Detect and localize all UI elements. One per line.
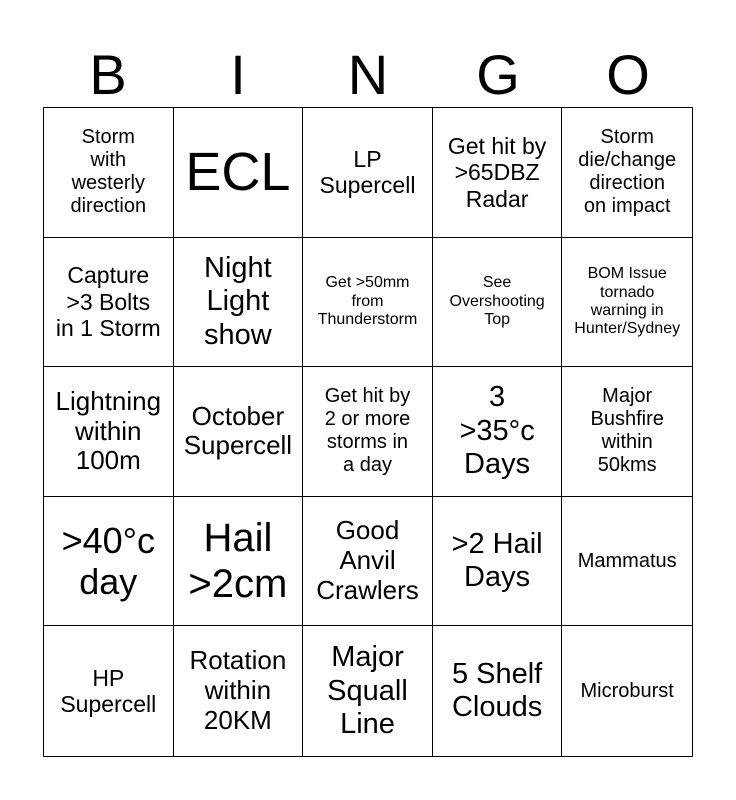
- bingo-cell-i5[interactable]: [174, 626, 304, 756]
- bingo-cell-o5[interactable]: [562, 626, 692, 756]
- bingo-cell-n5[interactable]: [303, 626, 433, 756]
- header-letter-b: B: [89, 43, 127, 106]
- cell-text: HP Supercell: [60, 664, 157, 718]
- bingo-cell-o1[interactable]: [562, 108, 692, 238]
- cell-text: LP Supercell: [319, 145, 416, 199]
- bingo-header: [43, 44, 693, 106]
- cell-text: Capture >3 Bolts in 1 Storm: [55, 262, 161, 342]
- cell-text: Lightning within 100m: [55, 385, 162, 476]
- bingo-cell-n2[interactable]: [303, 238, 433, 368]
- cell-text: See Overshooting Top: [449, 274, 545, 329]
- cell-text: Storm with westerly direction: [70, 126, 147, 218]
- bingo-cell-g4[interactable]: [433, 497, 563, 627]
- bingo-cell-g3[interactable]: [433, 367, 563, 497]
- cell-text: >2 Hail Days: [451, 527, 543, 594]
- bingo-cell-i3[interactable]: [174, 367, 304, 497]
- cell-text: Microburst: [580, 679, 674, 702]
- bingo-cell-i2[interactable]: [174, 238, 304, 368]
- bingo-cell-g2[interactable]: [433, 238, 563, 368]
- cell-text: 3 >35°c Days: [459, 381, 535, 481]
- bingo-cell-b3[interactable]: [44, 367, 174, 497]
- cell-text: Get hit by 2 or more storms in a day: [324, 385, 411, 477]
- header-letter-o: O: [606, 43, 650, 106]
- cell-text: Storm die/change direction on impact: [578, 126, 677, 218]
- bingo-cell-n3[interactable]: [303, 367, 433, 497]
- header-letter-n: N: [347, 43, 389, 106]
- bingo-cell-i1[interactable]: [174, 108, 304, 238]
- bingo-cell-b2[interactable]: [44, 238, 174, 368]
- cell-text: Get >50mm from Thunderstorm: [317, 274, 418, 329]
- header-letter-g: G: [476, 43, 520, 106]
- bingo-cell-g5[interactable]: [433, 626, 563, 756]
- cell-text: BOM Issue tornado warning in Hunter/Sydney: [574, 265, 681, 338]
- bingo-cell-b5[interactable]: [44, 626, 174, 756]
- bingo-cell-n1[interactable]: [303, 108, 433, 238]
- bingo-cell-i4[interactable]: [174, 497, 304, 627]
- cell-text: Night Light show: [204, 251, 272, 351]
- cell-text: ECL: [185, 142, 291, 203]
- cell-text: Mammatus: [577, 549, 677, 572]
- cell-text: >40°c day: [61, 519, 156, 603]
- cell-text: 5 Shelf Clouds: [451, 657, 543, 724]
- header-letter-i: I: [230, 43, 246, 106]
- bingo-cell-n4[interactable]: [303, 497, 433, 627]
- bingo-cell-o2[interactable]: [562, 238, 692, 368]
- bingo-board: [43, 107, 693, 757]
- bingo-cell-b1[interactable]: [44, 108, 174, 238]
- cell-text: Get hit by >65DBZ Radar: [447, 132, 547, 212]
- cell-text: Good Anvil Crawlers: [316, 515, 419, 606]
- cell-text: Rotation within 20KM: [189, 645, 287, 736]
- bingo-cell-g1[interactable]: [433, 108, 563, 238]
- cell-text: Major Bushfire within 50kms: [590, 385, 664, 477]
- cell-text: October Supercell: [183, 400, 293, 461]
- bingo-cell-b4[interactable]: [44, 497, 174, 627]
- bingo-cell-o4[interactable]: [562, 497, 692, 627]
- cell-text: Hail >2cm: [188, 516, 288, 607]
- cell-text: Major Squall Line: [327, 641, 408, 740]
- bingo-cell-o3[interactable]: [562, 367, 692, 497]
